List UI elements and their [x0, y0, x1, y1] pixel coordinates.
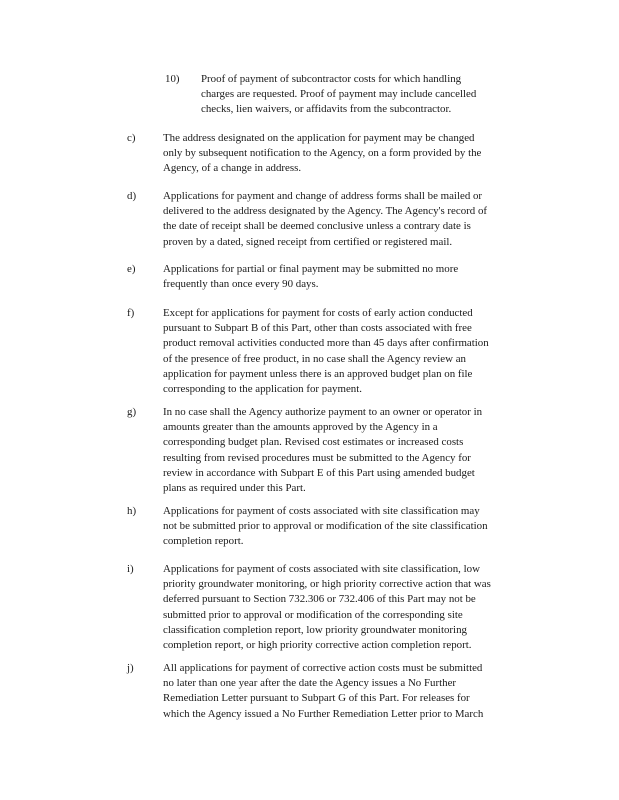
item-text: [163, 562, 491, 653]
item-text: [163, 405, 482, 496]
item-label: j): [127, 662, 134, 674]
text-line: In no case shall the Agency authorize payment to an owner or operator in: [163, 406, 483, 418]
text-line: not be submitted prior to approval or modification of the site classification: [163, 520, 488, 533]
text-line: of the presence of free product, in no case shall the Agency review an: [163, 352, 466, 365]
item-label: c): [127, 132, 136, 144]
text-line: Applications for payment and change of address forms shall be mailed or: [163, 190, 483, 202]
text-line: application for payment unless there is an approved budget plan on file: [163, 367, 473, 380]
item-text: [201, 72, 476, 118]
item-text: [163, 131, 481, 177]
text-line: submitted prior to approval or modification of the corresponding site: [163, 608, 463, 621]
item-label: h): [127, 505, 137, 517]
text-line: resulting from revised procedures must be submitted to the Agency for: [163, 451, 471, 464]
item-label: 10): [165, 73, 180, 85]
text-line: Applications for payment of costs associated with site classification may: [163, 505, 480, 517]
text-line: Agency, of a change in address.: [163, 162, 302, 175]
text-line: The address designated on the application for payment may be changed: [163, 132, 475, 144]
text-line: checks, lien waivers, or affidavits from the subcontractor.: [201, 103, 452, 116]
text-line: Except for applications for payment for costs of early action conducted: [163, 307, 473, 319]
item-label: d): [127, 190, 137, 202]
text-line: All applications for payment of corrective action costs must be submitted: [163, 662, 483, 674]
text-line: pursuant to Subpart B of this Part, other than costs associated with free: [163, 322, 472, 335]
text-line: classification completion report, low priority groundwater monitoring: [163, 623, 467, 636]
text-line: Remediation Letter pursuant to Subpart G of this Part. For releases for: [163, 692, 470, 705]
text-line: which the Agency issued a No Further Remediation Letter prior to March: [163, 707, 484, 720]
text-line: proven by a dated, signed receipt from certified or registered mail.: [163, 235, 453, 248]
text-line: Applications for payment of costs associated with site classification, low: [163, 563, 480, 575]
text-line: amounts greater than the amounts approved by the Agency in a: [163, 421, 438, 434]
text-line: deferred pursuant to Section 732.306 or 732.406 of this Part may not be: [163, 593, 476, 606]
text-line: product removal activities conducted more than 45 days after confirmation: [163, 337, 489, 350]
item-text: [163, 504, 488, 550]
text-line: completion report.: [163, 535, 244, 548]
text-line: delivered to the address designated by the Agency. The Agency's record of: [163, 205, 488, 218]
item-label: i): [127, 563, 134, 575]
item-text: [163, 262, 458, 292]
text-line: priority groundwater monitoring, or high priority corrective action that was: [163, 578, 491, 591]
item-label: f): [127, 307, 135, 319]
item-label: e): [127, 263, 136, 275]
item-text: [163, 189, 487, 250]
text-line: charges are requested. Proof of payment may include cancelled: [201, 88, 477, 101]
text-line: review in accordance with Subpart E of this Part using amended budget: [163, 466, 475, 479]
item-text: [163, 306, 489, 397]
text-line: plans as required under this Part.: [163, 481, 306, 494]
text-line: corresponding to the application for payment.: [163, 382, 362, 395]
item-label: g): [127, 406, 137, 418]
item-text: [163, 661, 483, 722]
text-line: only by subsequent notification to the Agency, on a form provided by the: [163, 147, 482, 160]
text-line: Proof of payment of subcontractor costs for which handling: [201, 73, 462, 85]
text-line: the date of receipt shall be deemed conclusive unless a contrary date is: [163, 220, 471, 233]
text-line: frequently than once every 90 days.: [163, 278, 319, 291]
text-line: no later than one year after the date the Agency issues a No Further: [163, 677, 457, 690]
text-line: completion report, or high priority corrective action completion report.: [163, 638, 472, 651]
text-line: corresponding budget plan. Revised cost estimates or increased costs: [163, 436, 464, 449]
text-line: Applications for partial or final payment may be submitted no more: [163, 263, 459, 275]
